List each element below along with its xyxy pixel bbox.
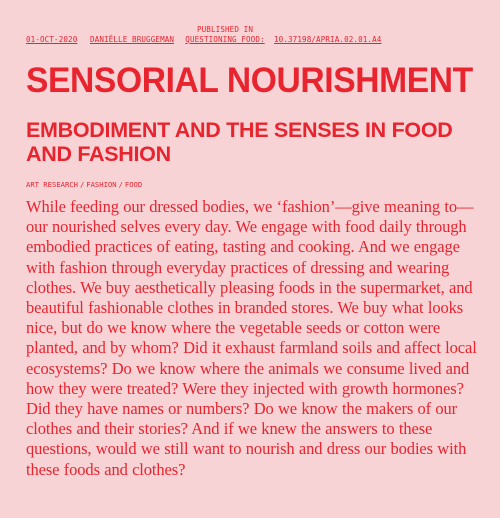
page-subtitle: EMBODIMENT AND THE SENSES IN FOOD AND FASHION [26, 118, 453, 166]
tag-art-research[interactable]: ART RESEARCH [26, 180, 78, 189]
date-link[interactable]: 01-OCT-2020 [26, 35, 78, 44]
journal-issue-link[interactable]: QUESTIONING FOOD: [185, 34, 265, 44]
author-link[interactable]: DANIËLLE BRUGGEMAN [90, 35, 175, 44]
tag-separator: / [118, 180, 123, 189]
article-body: While feeding our dressed bodies, we ‘fashion’—give meaning to—our nourished selves every day. We engage with food daily through embodied practices of eating, tasting and cooking. And we engage with fashion through everyday practices of dressing and wearing clothes. We buy aesthetically pleasing foods in the supermarket, and beautiful fashionable clothes in branded stores. We buy what looks nice, but do we know where the vegetable seeds or cotton were planted, and by whom? Did it exhaust farmland soils and affect local ecosystems? Do we know where the animals we consume lived and how they were treated? Were they injected with growth hormones? Did they have names or numbers? Do we know the makers of our clothes and their stories? And if we knew the answers to these questions, would we still want to nourish and dress our bodies with these foods and clothes? [26, 197, 477, 479]
doi-link[interactable]: 10.37198/APRIA.02.01.A4 [274, 35, 382, 44]
page-title: SENSORIAL NOURISHMENT [26, 61, 473, 100]
tag-food[interactable]: FOOD [124, 180, 143, 189]
tag-list [26, 180, 474, 189]
published-in-label: PUBLISHED IN [196, 25, 254, 34]
published-in[interactable] [184, 25, 266, 44]
article-meta [26, 22, 474, 44]
tag-fashion[interactable]: FASHION [86, 180, 117, 189]
tag-separator: / [79, 180, 85, 189]
